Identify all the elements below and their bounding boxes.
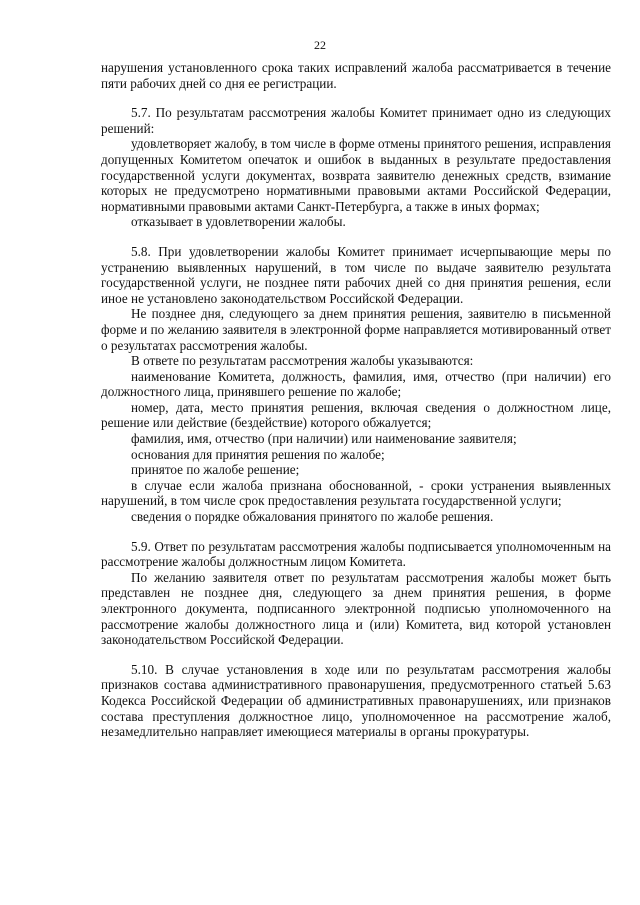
section-gap <box>101 91 611 105</box>
paragraph-5-8: 5.8. При удовлетворении жалобы Комитет принимает исчерпывающие меры по устранению выявленных нарушений, в том числе по выдаче заявителю результата государственной услуги, не позднее пяти рабочих дней со дня принятия решения, если иное не установлено законодательством Российской Федерации. <box>101 243 611 306</box>
list-item: в случае если жалоба признана обоснованной, - сроки устранения выявленных нарушений, в том числе срок предоставления результата государственной услуги; <box>101 477 611 509</box>
paragraph-decision-satisfy: удовлетворяет жалобу, в том числе в форме отмены принятого решения, исправления допущенных Комитетом опечаток и ошибок в выданных в результате предоставления государственной услуги документах, возврата заявителю денежных средств, взимание которых не предусмотрено нормативными правовыми актами Российской Федерации, нормативными правовыми актами Санкт-Петербурга, а также в иных формах; <box>101 136 611 214</box>
paragraph-electronic-answer: По желанию заявителя ответ по результатам рассмотрения жалобы может быть представлен не позднее дня, следующего за днем принятия решения, в форме электронного документа, подписанного электронной подписью уполномоченного на рассмотрение жалобы должностного лица и (или) Комитета, вид которой установлен законодательством Российской Федерации. <box>101 569 611 648</box>
section-gap <box>101 648 611 662</box>
page-number: 22 <box>314 38 326 52</box>
paragraph-5-7: 5.7. По результатам рассмотрения жалобы Комитет принимает одно из следующих решений: <box>101 105 611 136</box>
paragraph-answer-deadline: Не позднее дня, следующего за днем принятия решения, заявителю в письменной форме и по желанию заявителя в электронной форме направляется мотивированный ответ о результатах рассмотрения жалобы. <box>101 306 611 353</box>
paragraph-decision-refuse: отказывает в удовлетворении жалобы. <box>131 214 346 230</box>
section-gap <box>101 230 611 244</box>
document-body <box>101 60 611 740</box>
list-item: номер, дата, место принятия решения, включая сведения о должностном лице, решение или действие (бездействие) которого обжалуется; <box>101 399 611 431</box>
paragraph-5-9: 5.9. Ответ по результатам рассмотрения жалобы подписывается уполномоченным на рассмотрение жалобы должностным лицом Комитета. <box>101 538 611 570</box>
list-item: основания для принятия решения по жалобе; <box>131 446 385 462</box>
paragraph-answer-contents: В ответе по результатам рассмотрения жалобы указываются: <box>131 353 474 369</box>
list-item: наименование Комитета, должность, фамилия, имя, отчество (при наличии) его должностного лица, принявшего решение по жалобе; <box>101 368 611 400</box>
list-item: принятое по жалобе решение; <box>131 462 300 478</box>
list-item: фамилия, имя, отчество (при наличии) или наименование заявителя; <box>131 431 517 447</box>
paragraph-5-10: 5.10. В случае установления в ходе или по результатам рассмотрения жалобы признаков состава административного правонарушения, предусмотренного статьей 5.63 Кодекса Российской Федерации об административных правонарушениях, или признаков состава преступления должностное лицо, уполномоченное на рассмотрение жалоб, незамедлительно направляет имеющиеся материалы в органы прокуратуры. <box>101 661 611 740</box>
section-gap <box>101 525 611 539</box>
list-item: сведения о порядке обжалования принятого по жалобе решения. <box>131 509 494 525</box>
paragraph-continuation: нарушения установленного срока таких исправлений жалоба рассматривается в течение пяти рабочих дней со дня ее регистрации. <box>101 60 611 91</box>
